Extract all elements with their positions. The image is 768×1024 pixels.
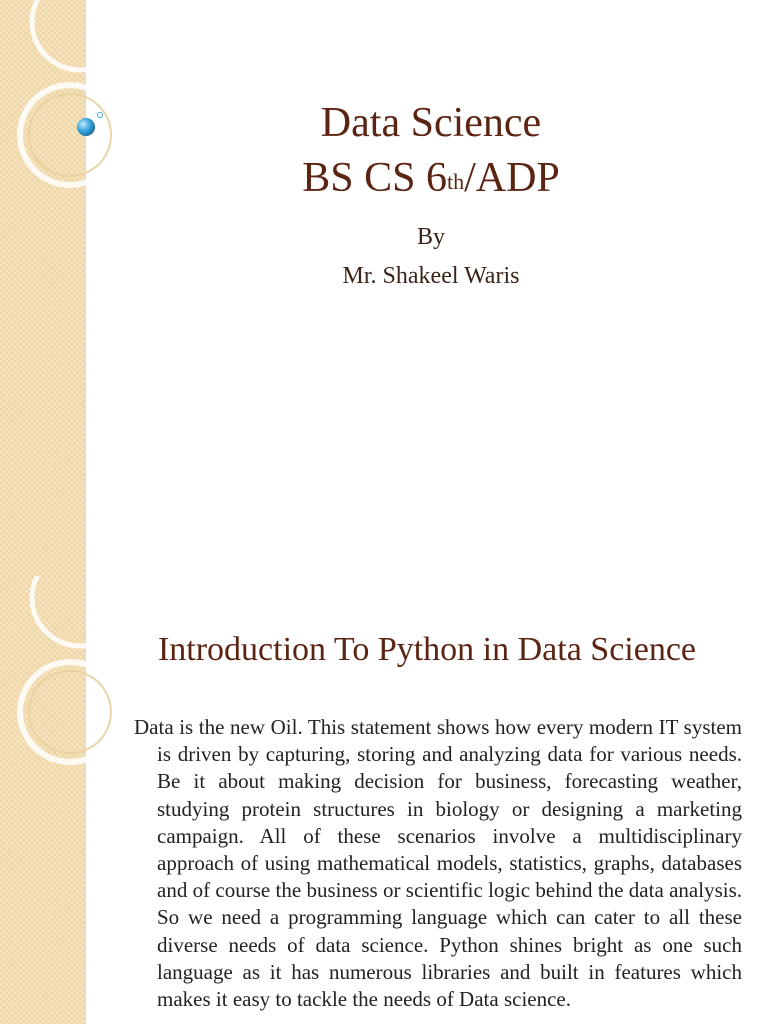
slide-heading: Introduction To Python in Data Science: [157, 631, 697, 668]
body-paragraph: Data is the new Oil. This statement shows how every modern IT system is driven by capturing, storing and analyzing data for various needs. Be it about making decision for business, forecasting weather, studying protein structures in biology or designing a marketing campaign. All of these scenarios involve a multidisciplinary approach of using mathematical models, statistics, graphs, databases and of course the business or scientific logic behind the data analysis. So we need a programming language which can cater to all these diverse needs of data science. Python shines bright as one such language as it has numerous libraries and built in features which makes it easy to tackle the needs of Data science.: [134, 715, 742, 1012]
title-suffix: /ADP: [464, 155, 560, 201]
slide-title-line2: [86, 153, 768, 203]
content-slide: [0, 576, 768, 1024]
title-superscript: th: [446, 169, 465, 194]
slide-title-line1: Data Science: [320, 100, 542, 146]
by-label: By: [416, 224, 445, 250]
title-prefix: BS CS 6: [302, 155, 447, 201]
author-name: Mr. Shakeel Waris: [342, 263, 520, 289]
